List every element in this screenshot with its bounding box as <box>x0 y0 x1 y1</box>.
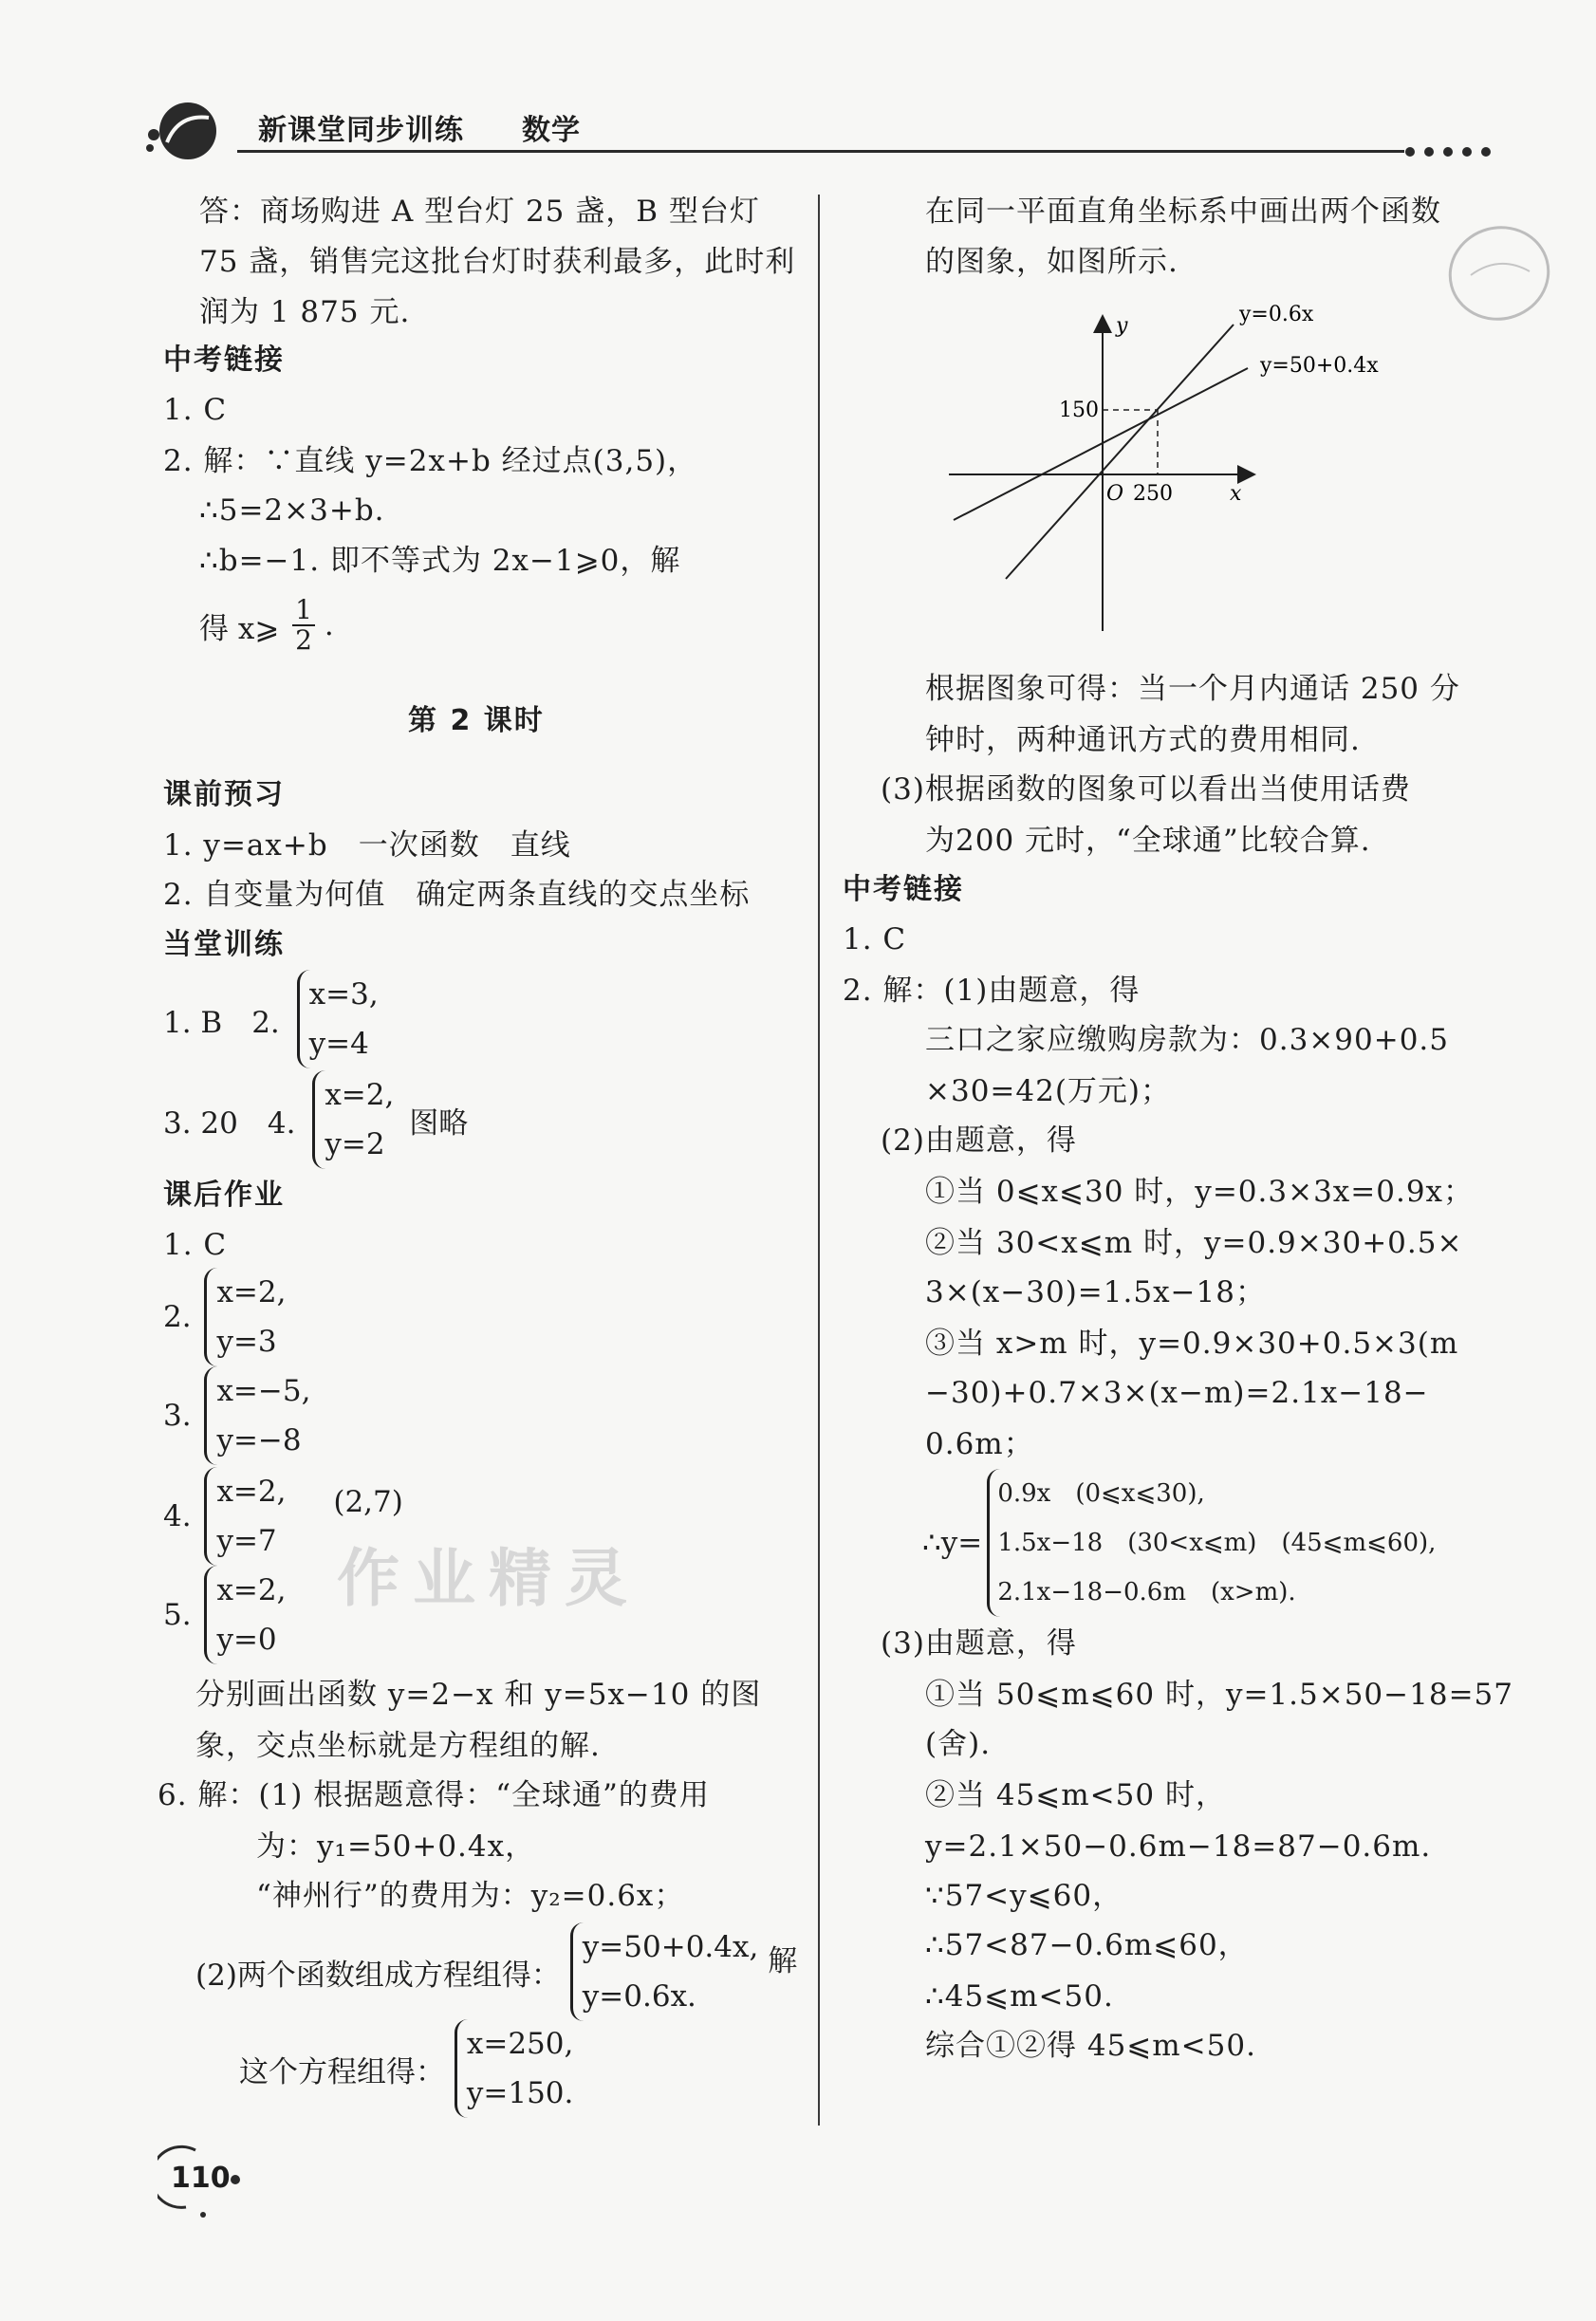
heading-kqyx: 课前预习 <box>163 778 285 811</box>
equation-line: y=−8 <box>216 1423 302 1458</box>
fraction-denominator: 2 <box>295 624 312 656</box>
line-y-50-plus-0.4x <box>954 368 1248 520</box>
piecewise-line: 1.5x−18 (30<x⩽m) (45⩽m⩽60), <box>997 1529 1437 1557</box>
equation-system <box>570 1922 759 2021</box>
kh-6-row-4-suffix: 解 <box>768 1943 798 1978</box>
zk-line-5-text: 得 x⩾ <box>199 611 280 646</box>
zk-line-4: ∴b=−1. 即不等式为 2x−1⩾0，解 <box>199 544 681 578</box>
equation-line: x=2, <box>216 1475 287 1509</box>
dt-row-2 <box>163 1070 468 1169</box>
kh-row-4-prefix: 4. <box>163 1499 192 1533</box>
header-subject: 数学 <box>522 114 581 147</box>
header-dots-icon <box>1402 142 1497 161</box>
c-line-5: (2)由题意，得 <box>881 1123 1077 1158</box>
c-line-7: ②当 30<x⩽m 时，y=0.9×30+0.5× <box>925 1226 1463 1260</box>
kh-row-3 <box>163 1366 310 1465</box>
dt-row-2-prefix: 3. 20 4. <box>163 1105 296 1141</box>
equation-system <box>312 1070 394 1169</box>
kh-row-4-suffix: (2,7) <box>333 1485 403 1519</box>
kh-line-1: 1. C <box>163 1228 228 1262</box>
c-line-15: (舍). <box>925 1727 992 1761</box>
graph-line2-label: y=50+0.4x <box>1260 354 1379 378</box>
kh-row-2-prefix: 2. <box>163 1300 192 1334</box>
zk-line-5 <box>199 596 334 655</box>
equation-line: y=150. <box>466 2076 574 2110</box>
fraction-numerator: 1 <box>292 596 315 626</box>
answer-line-2: 75 盏，销售完这批台灯时获利最多，此时利 <box>199 245 796 279</box>
line-y-0.6x <box>1006 325 1234 579</box>
equation-line: y=2 <box>325 1127 385 1161</box>
piecewise-line: 0.9x (0⩽x⩽30), <box>997 1479 1205 1508</box>
piecewise-line: 2.1x−18−0.6m (x>m). <box>997 1578 1296 1606</box>
equation-line: y=0 <box>216 1623 277 1657</box>
header-rule <box>237 150 1404 153</box>
equation-line: x=2, <box>216 1275 287 1309</box>
graph-label-x: x <box>1230 482 1242 506</box>
kq-line-1: 1. y=ax+b 一次函数 直线 <box>163 828 571 863</box>
kh-6-line-2: 为：y₁=50+0.4x， <box>256 1829 536 1864</box>
c-line-1: 1. C <box>843 922 907 956</box>
piecewise-brace <box>987 1469 1436 1617</box>
kh-6-line-3: “神州行”的费用为：y₂=0.6x； <box>256 1879 685 1913</box>
c-line-4: ×30=42(万元)； <box>925 1074 1172 1108</box>
page-number: 110 <box>171 2162 231 2195</box>
c-line-2: 2. 解：(1)由题意，得 <box>843 974 1141 1008</box>
zk-line-2: 2. 解：∵直线 y=2x+b 经过点(3,5)， <box>163 444 698 478</box>
kh-6-row-4 <box>195 1922 797 2021</box>
watermark-text: 作业精灵 <box>337 1542 640 1615</box>
kh-5-text-1: 分别画出函数 y=2−x 和 y=5x−10 的图 <box>195 1678 762 1712</box>
function-graph <box>939 304 1414 645</box>
column-divider <box>818 195 820 2126</box>
kh-6-row-5 <box>239 2019 573 2118</box>
c-line-10: −30)+0.7×3×(x−m)=2.1x−18− <box>925 1376 1429 1410</box>
header-logo-icon <box>140 95 235 171</box>
zk-line-5-end: . <box>324 608 334 642</box>
equation-line: y=3 <box>216 1325 277 1359</box>
equation-line: y=7 <box>216 1524 277 1558</box>
c-line-8: 3×(x−30)=1.5x−18； <box>925 1275 1266 1309</box>
kq-line-2: 2. 自变量为何值 确定两条直线的交点坐标 <box>163 878 751 912</box>
c-line-16: ②当 45⩽m<50 时， <box>925 1778 1226 1812</box>
kh-6-row-4-prefix: (2)两个函数组成方程组得： <box>195 1958 561 1993</box>
c-line-11: 0.6m； <box>925 1427 1034 1461</box>
graph-label-150: 150 <box>1059 399 1099 422</box>
piecewise-function <box>922 1469 1436 1617</box>
zk-line-3: ∴5=2×3+b. <box>199 493 385 528</box>
graph-label-y: y <box>1116 314 1128 338</box>
lesson-title: 第 2 课时 <box>408 704 545 737</box>
kh-row-5-prefix: 5. <box>163 1598 192 1632</box>
stamp-icon <box>1442 216 1556 330</box>
equation-system <box>204 1566 286 1664</box>
graph-label-250: 250 <box>1133 482 1173 506</box>
kh-row-3-prefix: 3. <box>163 1399 192 1433</box>
r-line-3: 根据图象可得：当一个月内通话 250 分 <box>925 672 1460 706</box>
c-line-6: ①当 0⩽x⩽30 时，y=0.3×3x=0.9x； <box>925 1175 1475 1209</box>
equation-line: y=0.6x. <box>582 1979 696 2014</box>
c-line-3: 三口之家应缴购房款为：0.3×90+0.5 <box>925 1023 1449 1057</box>
answer-line-1: 答：商场购进 A 型台灯 25 盏，B 型台灯 <box>199 195 760 229</box>
c-line-9: ③当 x>m 时，y=0.9×30+0.5×3(m <box>925 1327 1459 1361</box>
kh-row-5 <box>163 1566 286 1664</box>
equation-system <box>204 1467 286 1566</box>
answer-line-3: 润为 1 875 元. <box>199 295 411 329</box>
equation-line: x=2, <box>325 1078 395 1112</box>
equation-line: x=−5, <box>216 1374 311 1408</box>
c-line-17: y=2.1×50−0.6m−18=87−0.6m. <box>925 1829 1432 1864</box>
heading-zhongkao-right: 中考链接 <box>843 873 964 906</box>
heading-dtxl: 当堂训练 <box>163 928 285 961</box>
kh-6-row-5-prefix: 这个方程组得： <box>239 2054 445 2089</box>
r-line-4: 钟时，两种通讯方式的费用相同. <box>925 723 1361 757</box>
equation-line: y=50+0.4x, <box>582 1930 759 1964</box>
c-line-14: ①当 50⩽m⩽60 时，y=1.5×50−18=57 <box>925 1678 1513 1712</box>
equation-line: y=4 <box>308 1027 369 1061</box>
c-line-18: ∵57<y⩽60， <box>925 1879 1123 1913</box>
c-line-13: (3)由题意，得 <box>881 1626 1077 1661</box>
kh-5-text-2: 象，交点坐标就是方程组的解. <box>195 1729 601 1763</box>
kh-row-2 <box>163 1268 286 1366</box>
dt-row-1 <box>163 970 379 1068</box>
equation-line: x=2, <box>216 1573 287 1607</box>
heading-khzy: 课后作业 <box>163 1179 285 1212</box>
dt-row-2-suffix: 图略 <box>409 1105 469 1141</box>
header-title: 新课堂同步训练 <box>258 114 464 147</box>
zk-line-1: 1. C <box>163 393 228 427</box>
r-line-6: 为200 元时，“全球通”比较合算. <box>925 824 1371 858</box>
r-line-2: 的图象，如图所示. <box>925 245 1178 279</box>
equation-line: x=3, <box>308 977 379 1012</box>
kh-6-line-1: 6. 解：(1) 根据题意得：“全球通”的费用 <box>158 1778 710 1812</box>
equation-system <box>455 2019 574 2118</box>
dt-row-1-prefix: 1. B 2. <box>163 1005 280 1040</box>
kh-row-4 <box>163 1467 403 1566</box>
graph-line1-label: y=0.6x <box>1239 304 1314 326</box>
fraction-half <box>292 596 315 655</box>
piecewise-prefix: ∴y= <box>922 1526 983 1560</box>
graph-label-origin: O <box>1106 482 1124 506</box>
c-line-21: 综合①②得 45⩽m<50. <box>925 2029 1256 2063</box>
r-line-5: (3)根据函数的图象可以看出当使用话费 <box>881 772 1411 807</box>
c-line-19: ∴57<87−0.6m⩽60， <box>925 1928 1249 1962</box>
equation-line: x=250, <box>466 2027 574 2061</box>
c-line-20: ∴45⩽m<50. <box>925 1979 1114 2014</box>
equation-system <box>204 1366 310 1465</box>
r-line-1: 在同一平面直角坐标系中画出两个函数 <box>925 195 1441 229</box>
equation-system <box>204 1268 286 1366</box>
heading-zhongkao-left: 中考链接 <box>163 344 285 377</box>
equation-system <box>297 970 379 1068</box>
